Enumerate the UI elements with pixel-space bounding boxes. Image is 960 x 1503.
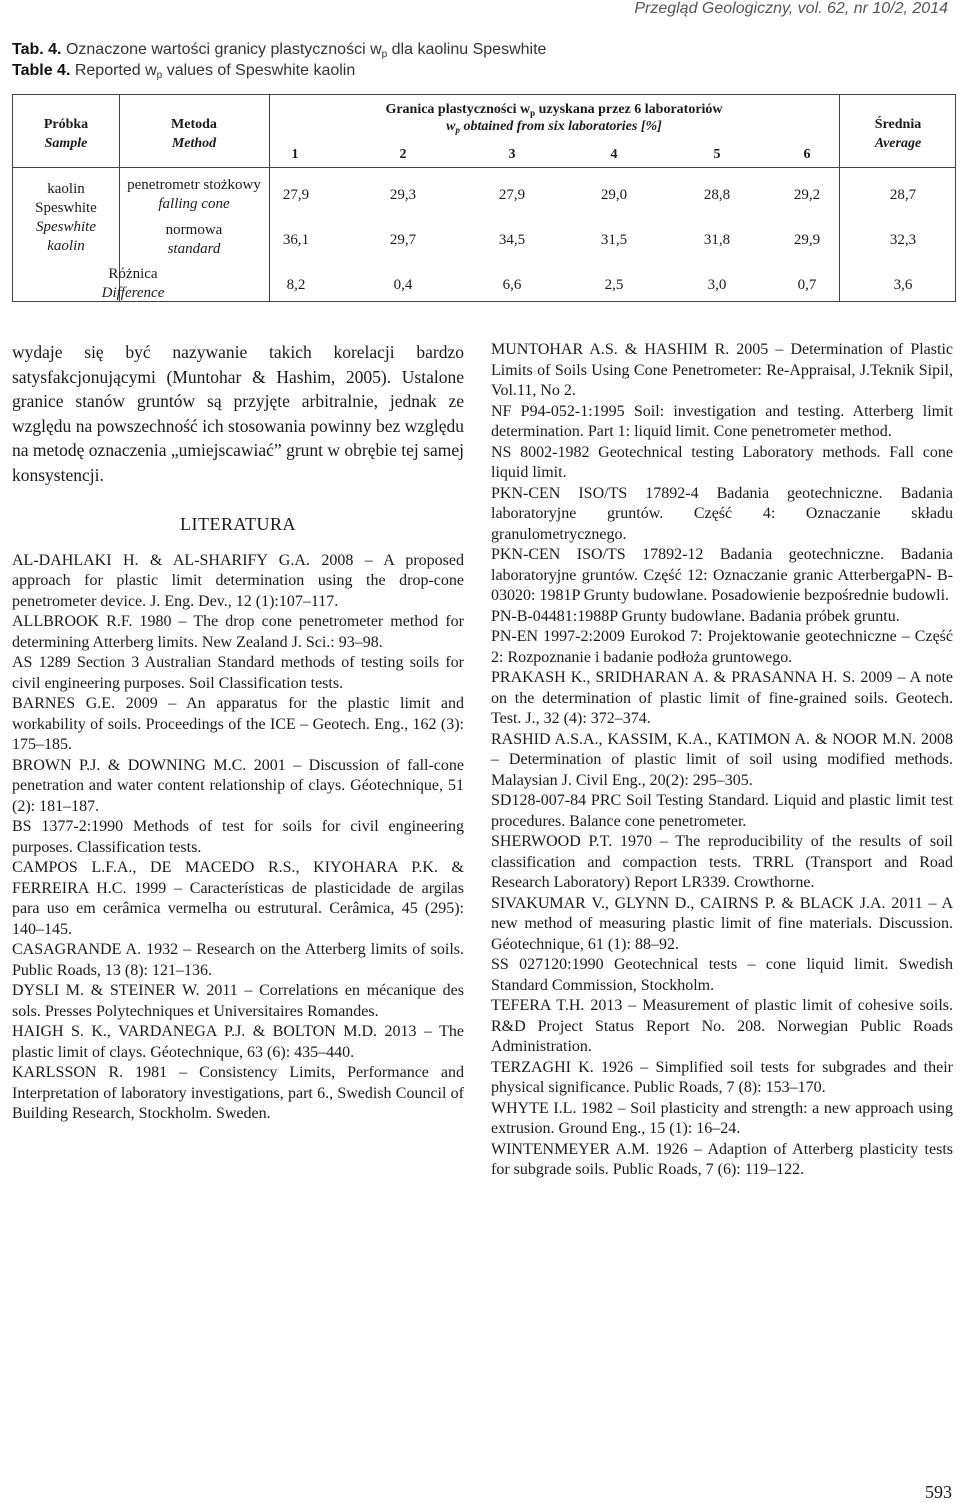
reference-entry: AL-DAHLAKI H. & AL-SHARIFY G.A. 2008 – A proposed approach for plastic limit determination using the drop-cone penetrometer device. J. Eng. Dev., 12 (1):107–117.	[12, 551, 464, 610]
caption-pl-text-before: Oznaczone wartości granicy plastyczności w	[65, 41, 382, 58]
reference-entry: ALLBROOK R.F. 1980 – The drop cone penetrometer method for determining Atterberg limits. New Zealand J. Sci.: 93–98.	[12, 613, 464, 651]
right-column	[491, 340, 953, 1181]
sample-name-pl	[13, 180, 119, 218]
value-cell: 31,8	[703, 232, 731, 248]
value-cell: 28,8	[703, 187, 731, 203]
caption-pl-sub: p	[381, 49, 388, 60]
reference-entry: SS 027120:1990 Geotechnical tests – cone liquid limit. Swedish Standard Commission, Stockholm.	[491, 956, 953, 994]
lab-number: 1	[291, 147, 299, 162]
sample-en-line1: Speswhite	[36, 219, 96, 235]
difference-label-en: Difference	[101, 285, 165, 301]
sample-name-en	[13, 218, 119, 256]
method-standard	[119, 221, 269, 259]
lab-number: 4	[610, 147, 618, 162]
reference-entry: TERZAGHI K. 1926 – Simplified soil tests for subgrades and their physical significance. Public Roads, 7 (8): 153–170.	[491, 1058, 953, 1096]
value-cell: 31,5	[600, 232, 628, 248]
method-en: falling cone	[158, 196, 230, 212]
reference-entry: DYSLI M. & STEINER W. 2011 – Correlations en mécanique des sols. Presses Polytechniques et Universitaires Romandes.	[12, 982, 464, 1020]
reference-entry: PN-EN 1997-2:2009 Eurokod 7: Projektowanie geotechniczne – Część 2: Rozpoznanie i badanie podłoża gruntowego.	[491, 628, 953, 666]
method-pl: penetrometr stożkowy	[127, 177, 261, 193]
difference-cell: 2,5	[604, 277, 624, 293]
lab-number: 2	[399, 147, 407, 162]
left-column	[12, 340, 464, 1125]
method-falling-cone	[119, 176, 269, 214]
literature-heading: LITERATURA	[180, 514, 296, 534]
reference-entry: WHYTE I.L. 1982 – Soil plasticity and strength: a new approach using extrusion. Ground Eng., 15 (1): 16–24.	[491, 1099, 953, 1137]
data-table	[12, 94, 956, 302]
caption-pl-label: Tab. 4.	[12, 41, 62, 58]
reference-entry: CASAGRANDE A. 1932 – Research on the Atterberg limits of soils. Public Roads, 13 (8): 121–136.	[12, 941, 464, 979]
value-cell: 36,1	[282, 232, 310, 248]
reference-entry: PKN-CEN ISO/TS 17892-4 Badania geotechniczne. Badania laboratoryjne gruntów. Część 4: Oznaczanie składu granulometrycznego.	[491, 484, 953, 543]
reference-entry: HAIGH S. K., VARDANEGA P.J. & BOLTON M.D. 2013 – The plastic limit of clays. Géotechnique, 63 (6): 435–440.	[12, 1023, 464, 1061]
head-limit-en-after: obtained from six laboratories [%]	[463, 119, 662, 134]
caption-en-text-after: values of Speswhite kaolin	[166, 62, 356, 79]
caption-en-sub: p	[156, 70, 163, 81]
method-en: standard	[167, 241, 221, 257]
reference-entry: NS 8002-1982 Geotechnical testing Laboratory methods. Fall cone liquid limit.	[491, 443, 953, 481]
journal-header: Przegląd Geologiczny, vol. 62, nr 10/2, 2014	[634, 0, 948, 17]
caption-en-label: Table 4.	[12, 62, 71, 79]
head-limit-pl-after: uzyskana przez 6 laboratoriów	[538, 102, 723, 117]
head-sample-en: Sample	[44, 136, 88, 151]
difference-average-cell: 3,6	[893, 277, 913, 293]
page-number: 593	[925, 1482, 952, 1502]
body-paragraph: wydaje się być nazywanie takich korelacji bardzo satysfakcjonującymi (Muntohar & Hashim, 2005). Ustalone granice stanów gruntów są przyjęte arbitralnie, jednak ze względu na powszechność ich stosowania powinny bez względu na metodę oznaczenia „umiejscawiać” grunt w obrębie tej samej konsystencji.	[12, 342, 464, 485]
value-cell: 29,3	[389, 187, 417, 203]
table-caption-pl	[12, 41, 546, 60]
references-left	[12, 551, 464, 1125]
average-cell: 28,7	[889, 187, 917, 203]
head-average-en: Average	[874, 136, 922, 151]
head-limit-pl-sub: p	[530, 108, 536, 118]
sample-en-line2: kaolin	[47, 238, 85, 254]
sample-pl-line2: Speswhite	[35, 200, 97, 216]
head-limit-pl-before: Granica plastyczności w	[385, 102, 531, 117]
reference-entry: CAMPOS L.F.A., DE MACEDO R.S., KIYOHARA P.K. & FERREIRA H.C. 1999 – Características de plasticidade de argilas para uso em cerâmica vermelha ou estrutural. Cerâmica, 45 (295): 140–145.	[12, 859, 464, 938]
difference-cell: 0,7	[797, 277, 817, 293]
reference-entry: AS 1289 Section 3 Australian Standard methods of testing soils for civil engineering purposes. Soil Classification tests.	[12, 654, 464, 692]
value-cell: 29,0	[600, 187, 628, 203]
head-sample-pl: Próbka	[43, 117, 89, 132]
value-cell: 27,9	[498, 187, 526, 203]
reference-entry: BS 1377-2:1990 Methods of test for soils for civil engineering purposes. Classification tests.	[12, 818, 464, 856]
value-cell: 29,9	[793, 232, 821, 248]
reference-entry: KARLSSON R. 1981 – Consistency Limits, Performance and Interpretation of laboratory investigations, part 6., Swedish Council of Building Research, Stockholm. Sweden.	[12, 1064, 464, 1122]
head-method-en: Method	[171, 136, 217, 151]
reference-entry: PN-B-04481:1988P Grunty budowlane. Badania próbek gruntu.	[491, 607, 900, 625]
reference-entry: TEFERA T.H. 2013 – Measurement of plastic limit of cohesive soils. R&D Project Status Report No. 208. Norwegian Public Roads Administration.	[491, 997, 953, 1055]
difference-cell: 3,0	[707, 277, 727, 293]
reference-entry: SD128-007-84 PRC Soil Testing Standard. Liquid and plastic limit test procedures. Balance cone penetrometer.	[491, 792, 953, 830]
reference-entry: BARNES G.E. 2009 – An apparatus for the plastic limit and workability of soils. Proceedings of the ICE – Geotech. Eng., 162 (3): 175–185.	[12, 695, 464, 753]
reference-entry: MUNTOHAR A.S. & HASHIM R. 2005 – Determination of Plastic Limits of Soils Using Cone Penetrometer: Re-Appraisal, J.Teknik Sipil, Vol.11, No 2.	[491, 341, 953, 399]
lab-number: 5	[713, 147, 721, 162]
references-right	[491, 340, 953, 1181]
reference-entry: BROWN P.J. & DOWNING M.C. 2001 – Discussion of fall-cone penetration and water content relationship of clays. Géotechnique, 51 (2): 181–187.	[12, 756, 464, 815]
reference-entry: PKN-CEN ISO/TS 17892-12 Badania geotechniczne. Badania laboratoryjne gruntów. Część 12: Oznaczanie granic AtterbergaPN- B-03020: 1981P Grunty budowlane. Posadowienie bezpośrednie budowli.	[491, 546, 953, 604]
difference-cell: 8,2	[286, 277, 306, 293]
difference-cell: 0,4	[393, 277, 413, 293]
value-cell: 29,2	[793, 187, 821, 203]
value-cell: 29,7	[389, 232, 417, 248]
difference-label	[53, 265, 213, 303]
reference-entry: NF P94-052-1:1995 Soil: investigation and testing. Atterberg limit determination. Part 1: liquid limit. Cone penetrometer method.	[491, 402, 953, 440]
head-limit-en-sub: p	[455, 125, 460, 135]
method-pl: normowa	[165, 222, 223, 238]
lab-number: 3	[508, 147, 516, 162]
difference-label-pl: Różnica	[108, 266, 158, 282]
reference-entry: PRAKASH K., SRIDHARAN A. & PRASANNA H. S. 2009 – A note on the determination of plastic limit of fine-grained soils. Geotech. Test. J., 32 (4): 372–374.	[491, 669, 953, 727]
table-hline	[13, 167, 955, 168]
sample-pl-line1: kaolin	[47, 181, 85, 197]
value-cell: 34,5	[498, 232, 526, 248]
lab-number: 6	[803, 147, 811, 162]
table-caption-en	[12, 62, 355, 81]
reference-entry: SHERWOOD P.T. 1970 – The reproducibility of the results of soil classification and compaction tests. TRRL (Transport and Road Research Laboratory) Report LR339. Crowthorne.	[491, 833, 953, 891]
value-cell: 27,9	[282, 187, 310, 203]
head-method-pl: Metoda	[171, 117, 217, 132]
reference-entry: WINTENMEYER A.M. 1926 – Adaption of Atterberg plasticity tests for subgrade soils. Public Roads, 7 (6): 119–122.	[491, 1140, 953, 1178]
reference-entry: SIVAKUMAR V., GLYNN D., CAIRNS P. & BLACK J.A. 2011 – A new method of measuring plastic limit of fine materials. Discussion. Géotechnique, 61 (1): 88–92.	[491, 894, 953, 953]
difference-cell: 6,6	[502, 277, 522, 293]
head-limit-en-w: w	[446, 119, 456, 134]
reference-entry: RASHID A.S.A., KASSIM, K.A., KATIMON A. & NOOR M.N. 2008 – Determination of plastic limit of soil using modified methods. Malaysian J. Civil Eng., 20(2): 295–305.	[491, 730, 953, 789]
caption-en-text-before: Reported w	[74, 62, 157, 79]
head-average-pl: Średnia	[874, 117, 922, 132]
head-limit-en	[269, 117, 839, 140]
caption-pl-text-after: dla kaolinu Speswhite	[391, 41, 547, 58]
average-cell: 32,3	[889, 232, 917, 248]
